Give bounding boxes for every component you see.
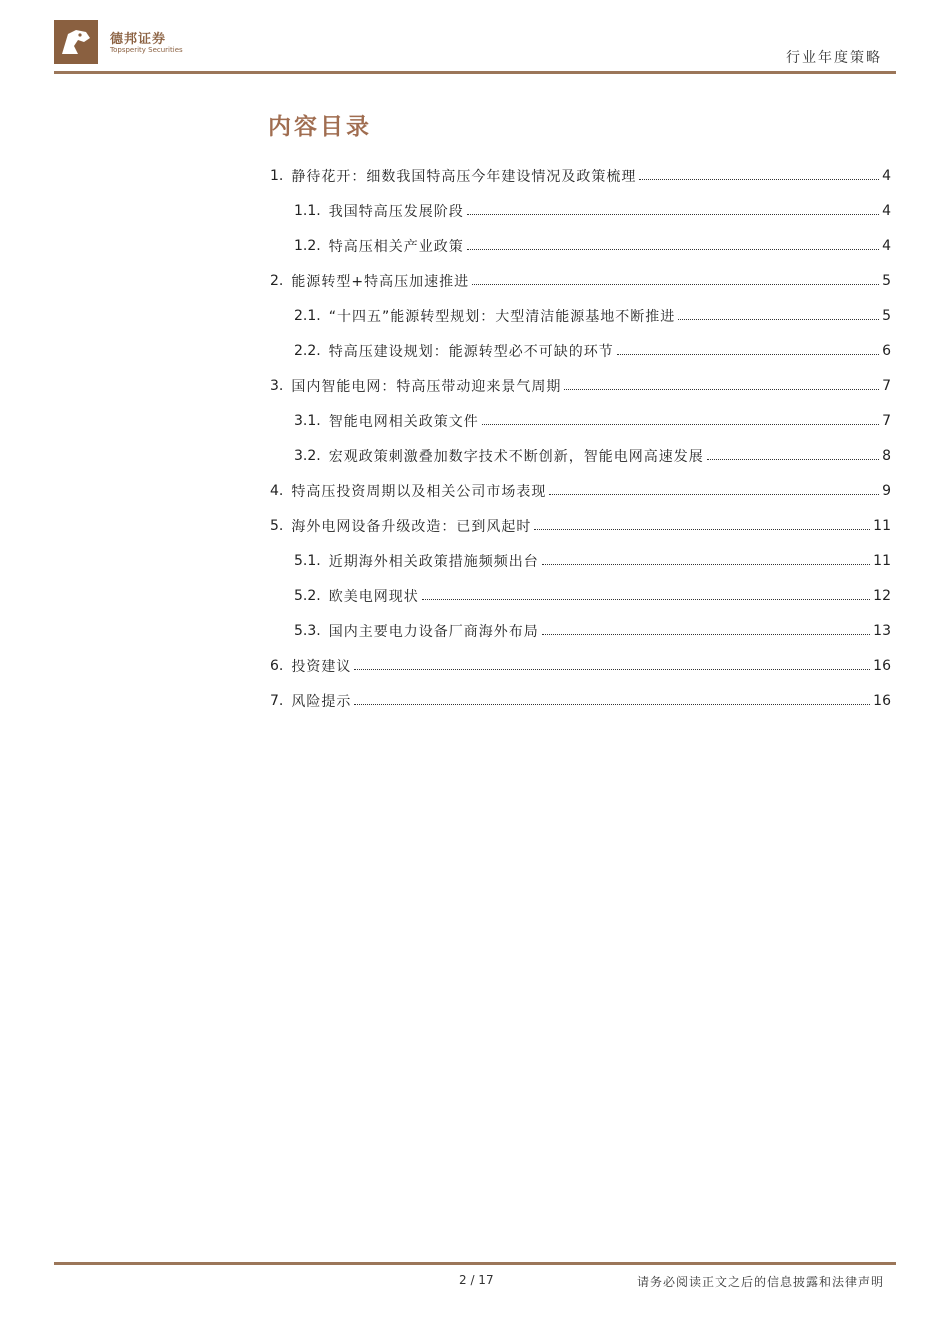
toc-entry-page: 9	[882, 482, 891, 499]
toc-entry-page: 12	[873, 587, 891, 604]
toc-entry-title: 我国特高压发展阶段	[328, 203, 464, 220]
toc-entry-title: 近期海外相关政策措施频频出台	[328, 553, 539, 570]
toc-dot-leader	[542, 634, 870, 635]
toc-entry-number: 1.1.	[294, 202, 321, 219]
toc-entry[interactable]	[270, 473, 891, 508]
toc-entry-title: 海外电网设备升级改造：已到风起时	[291, 518, 532, 535]
toc-entry-title: 静待花开：细数我国特高压今年建设情况及政策梳理	[291, 168, 637, 185]
toc-entry-page: 8	[882, 447, 891, 464]
toc-entry[interactable]	[270, 508, 891, 543]
toc-entry-title: 国内主要电力设备厂商海外布局	[328, 623, 539, 640]
toc-entry-number: 3.	[270, 377, 284, 394]
toc-entry-page: 4	[882, 167, 891, 184]
toc-entry-number: 3.2.	[294, 447, 321, 464]
toc-entry-number: 2.	[270, 272, 284, 289]
toc-entry-page: 4	[882, 237, 891, 254]
toc-entry-title: 风险提示	[291, 693, 352, 710]
toc-entry-title: 宏观政策刺激叠加数字技术不断创新，智能电网高速发展	[328, 448, 704, 465]
toc-entry-number: 5.2.	[294, 587, 321, 604]
toc-entry-page: 11	[873, 552, 891, 569]
toc-entry-title: 投资建议	[291, 658, 352, 675]
logo-english-name: Topsperity Securities	[110, 46, 183, 54]
toc-dot-leader	[549, 494, 879, 495]
toc-entry-page: 13	[873, 622, 891, 639]
toc-dot-leader	[467, 214, 879, 215]
toc-entry[interactable]	[270, 648, 891, 683]
toc-title: 内容目录	[268, 114, 372, 140]
toc-entry[interactable]	[270, 578, 891, 613]
toc-dot-leader	[467, 249, 879, 250]
toc-entry-number: 2.1.	[294, 307, 321, 324]
toc-dot-leader	[639, 179, 879, 180]
toc-dot-leader	[678, 319, 879, 320]
toc-entry-page: 5	[882, 272, 891, 289]
toc-entry-number: 5.	[270, 517, 284, 534]
toc-entry[interactable]	[270, 403, 891, 438]
toc-entry-number: 1.2.	[294, 237, 321, 254]
toc-dot-leader	[354, 704, 870, 705]
toc-entry-title: 智能电网相关政策文件	[328, 413, 479, 430]
toc-entry-page: 7	[882, 412, 891, 429]
page-indicator: 2 / 17	[459, 1273, 494, 1287]
toc-entry-page: 7	[882, 377, 891, 394]
toc-entry[interactable]	[270, 298, 891, 333]
toc-entry-title: 特高压建设规划：能源转型必不可缺的环节	[328, 343, 614, 360]
toc-entry-title: 能源转型+特高压加速推进	[291, 273, 470, 290]
toc-entry-title: 特高压相关产业政策	[328, 238, 464, 255]
header-divider	[54, 71, 896, 74]
toc-entry[interactable]	[270, 228, 891, 263]
toc-entry[interactable]	[270, 613, 891, 648]
toc-entry-page: 16	[873, 657, 891, 674]
toc-dot-leader	[472, 284, 879, 285]
toc-dot-leader	[354, 669, 870, 670]
toc-entry-number: 3.1.	[294, 412, 321, 429]
toc-entry-page: 16	[873, 692, 891, 709]
toc-entry[interactable]	[270, 263, 891, 298]
toc-dot-leader	[482, 424, 879, 425]
toc-entry-number: 5.3.	[294, 622, 321, 639]
toc-entry-page: 5	[882, 307, 891, 324]
toc-entry[interactable]	[270, 193, 891, 228]
toc-entry-title: 国内智能电网：特高压带动迎来景气周期	[291, 378, 562, 395]
toc-entry[interactable]	[270, 543, 891, 578]
toc-entry[interactable]	[270, 158, 891, 193]
toc-entry-title: “十四五”能源转型规划：大型清洁能源基地不断推进	[328, 308, 676, 325]
toc-entry-title: 欧美电网现状	[328, 588, 419, 605]
toc-dot-leader	[542, 564, 870, 565]
toc-entry[interactable]	[270, 368, 891, 403]
report-type-label: 行业年度策略	[786, 50, 882, 66]
toc-entry[interactable]	[270, 438, 891, 473]
table-of-contents	[270, 158, 891, 718]
toc-entry-number: 4.	[270, 482, 284, 499]
toc-entry[interactable]	[270, 683, 891, 718]
company-logo	[54, 20, 184, 64]
toc-entry-number: 7.	[270, 692, 284, 709]
toc-entry-page: 4	[882, 202, 891, 219]
toc-entry-number: 5.1.	[294, 552, 321, 569]
toc-dot-leader	[564, 389, 879, 390]
toc-dot-leader	[617, 354, 879, 355]
logo-emblem-icon	[54, 20, 98, 64]
logo-chinese-name: 德邦证券	[110, 32, 167, 47]
toc-entry-title: 特高压投资周期以及相关公司市场表现	[291, 483, 547, 500]
toc-entry-number: 2.2.	[294, 342, 321, 359]
toc-entry-number: 6.	[270, 657, 284, 674]
toc-entry-page: 11	[873, 517, 891, 534]
toc-entry-number: 1.	[270, 167, 284, 184]
toc-entry[interactable]	[270, 333, 891, 368]
toc-dot-leader	[707, 459, 879, 460]
footer-divider	[54, 1262, 896, 1265]
toc-dot-leader	[534, 529, 870, 530]
toc-dot-leader	[422, 599, 870, 600]
toc-entry-page: 6	[882, 342, 891, 359]
disclaimer-note: 请务必阅读正文之后的信息披露和法律声明	[636, 1275, 884, 1289]
